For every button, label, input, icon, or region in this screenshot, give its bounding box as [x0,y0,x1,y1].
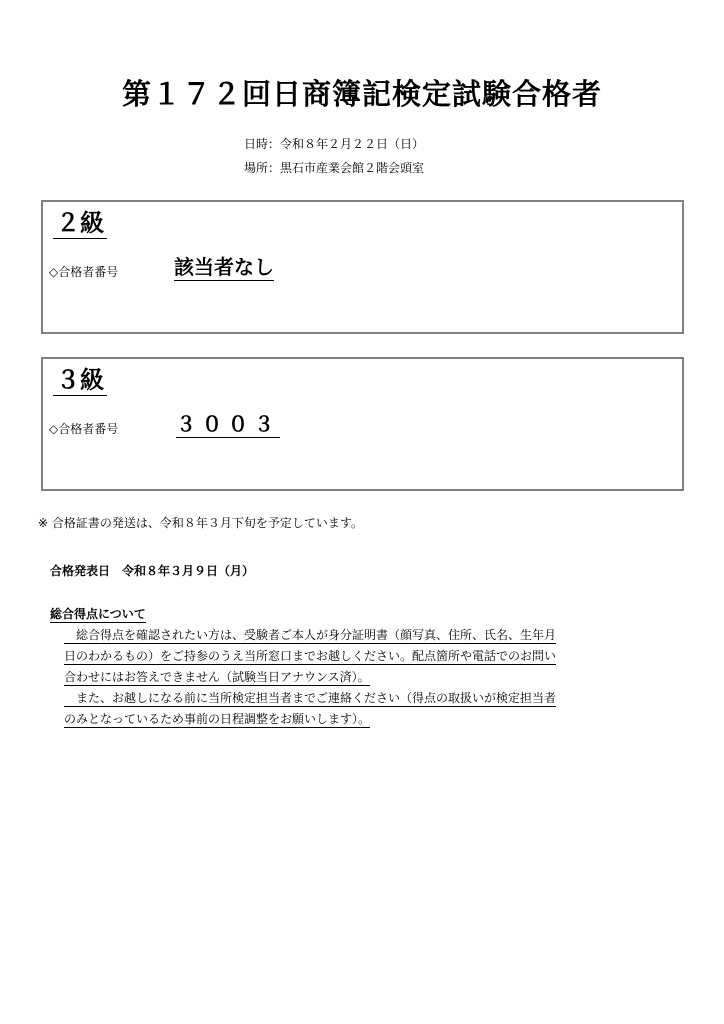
page-title: 第１７２回日商簿記検定試験合格者 [121,77,602,111]
grade-2-title: ２級 [53,208,107,239]
announcement-date: 合格発表日 令和８年３月９日（月） [50,564,255,578]
score-text-line: また、お越しになる前に当所検定担当者までご連絡ください（得点の取扱いが検定担当者 [64,691,557,705]
grade-3-title: ３級 [53,365,107,396]
score-section-heading: 総合得点について [50,607,146,621]
score-text-line: 合わせにはお答えできません（試験当日アナウンス済）。 [64,670,370,684]
grade-3-passer-value: ３００３ [176,412,280,436]
score-text-line: 日のわかるもの）をご持参のうえ当所窓口までお越しください。配点箇所や電話でのお問い [64,649,557,663]
grade-2-passer-value: 該当者なし [174,255,274,279]
exam-date: 日時：令和８年２月２２日（日） [244,137,425,151]
grade-2-passer-label: ◇合格者番号 [49,265,119,279]
grade-3-passer-label: ◇合格者番号 [49,422,119,436]
grade-3-box [41,357,684,491]
certificate-note: ※ 合格証書の発送は、令和８年３月下旬を予定しています。 [38,516,363,530]
exam-place: 場所：黒石市産業会館２階会頭室 [244,161,425,175]
score-text-line: のみとなっているため事前の日程調整をお願いします）。 [64,712,371,726]
grade-2-box [41,200,684,334]
score-text-line: 総合得点を確認されたい方は、受験者ご本人が身分証明書（顔写真、住所、氏名、生年月 [64,628,557,642]
